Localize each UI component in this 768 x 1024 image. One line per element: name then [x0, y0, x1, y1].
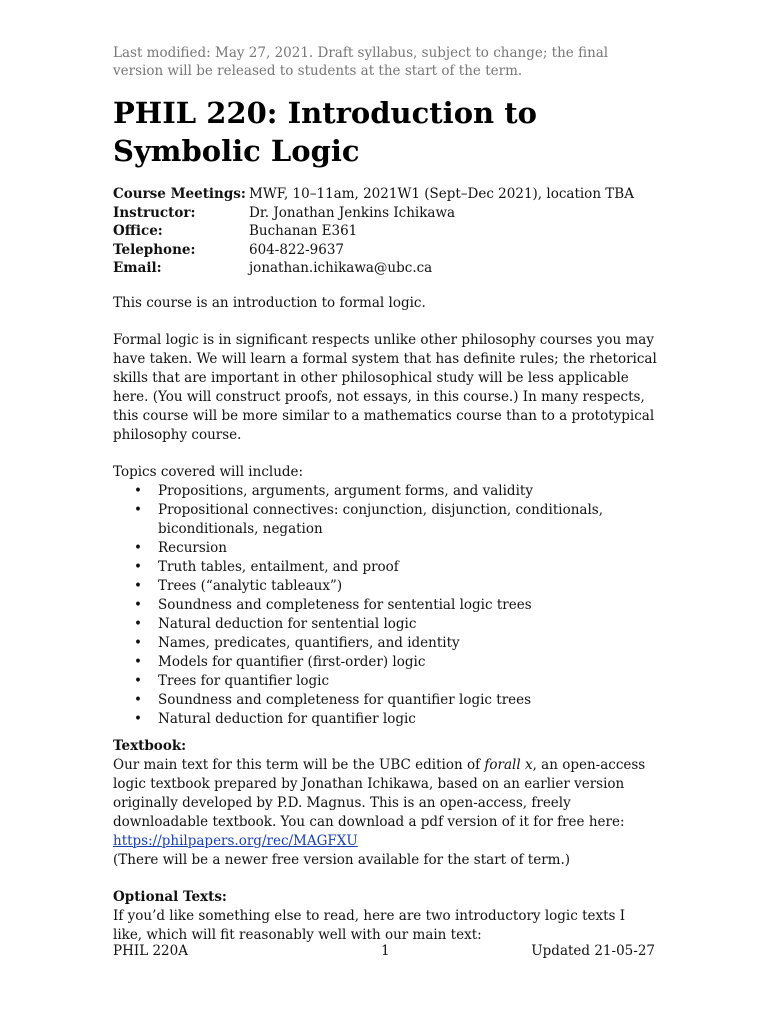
bullet-icon: • — [134, 596, 142, 613]
info-value: Buchanan E361 — [249, 223, 358, 239]
footer-updated-date: Updated 21-05-27 — [531, 943, 655, 959]
bullet-icon: • — [134, 615, 142, 632]
info-value: Dr. Jonathan Jenkins Ichikawa — [249, 204, 456, 221]
topic-text: Natural deduction for sentential logic — [158, 615, 417, 632]
description-paragraph: Formal logic is in significant respects unlike other philosophy courses you may have taken. We will learn a formal system that has definite rules; the rhetorical skills that are important in other philosophical study will be less applicable here. (You will construct proofs, not essays, in this course.) In many respects, this course will be more similar to a mathematics course than to a prototypical philosophy course. — [113, 331, 657, 443]
topic-text: Soundness and completeness for sentential logic trees — [158, 596, 532, 613]
list-item — [134, 634, 658, 653]
topic-text: Recursion — [158, 539, 227, 556]
topic-text: Propositional connectives: conjunction, disjunction, conditionals, biconditionals, negation — [158, 501, 603, 537]
info-label: Email: — [113, 260, 162, 276]
list-item — [134, 672, 658, 691]
info-row-office — [113, 222, 658, 241]
topic-text: Names, predicates, quantifiers, and identity — [158, 634, 460, 651]
bullet-icon: • — [134, 691, 142, 708]
topics-list — [113, 482, 658, 729]
list-item — [134, 577, 658, 596]
list-item — [134, 558, 658, 577]
info-value: 604-822-9637 — [249, 241, 345, 258]
topic-text: Natural deduction for quantifier logic — [158, 710, 416, 727]
textbook-text: , an open-access logic textbook prepared by Jonathan Ichikawa, based on an earlier version originally developed by P.D. Magnus. This is an open-access, freely downloadable textbook. You can download a pdf version of it for free here: — [113, 756, 646, 830]
page-title: PHIL 220: Introduction to Symbolic Logic — [113, 96, 537, 168]
list-item — [134, 539, 658, 558]
list-item — [134, 482, 658, 501]
bullet-icon: • — [134, 634, 142, 651]
bullet-icon: • — [134, 558, 142, 575]
list-item — [134, 710, 658, 729]
info-label: Instructor: — [113, 204, 196, 221]
optional-texts-heading: Optional Texts: — [113, 888, 227, 905]
list-item — [134, 501, 658, 539]
footer-page-number: 1 — [381, 943, 390, 959]
textbook-heading: Textbook: — [113, 737, 187, 754]
topics-intro: Topics covered will include: — [113, 463, 304, 480]
topic-text: Trees for quantifier logic — [158, 672, 330, 689]
footer-course-code: PHIL 220A — [113, 943, 188, 959]
topic-text: Models for quantifier (first-order) logic — [158, 653, 426, 670]
topic-text: Truth tables, entailment, and proof — [158, 558, 399, 575]
list-item — [134, 596, 658, 615]
syllabus-page — [113, 44, 658, 945]
course-info-table — [113, 185, 658, 278]
bullet-icon: • — [134, 539, 142, 556]
list-item — [134, 615, 658, 634]
textbook-note: (There will be a newer free version available for the start of term.) — [113, 851, 571, 868]
bullet-icon: • — [134, 501, 142, 518]
topic-text: Soundness and completeness for quantifier logic trees — [158, 691, 532, 708]
textbook-download-link[interactable]: https://philpapers.org/rec/MAGFXU — [113, 832, 358, 849]
textbook-paragraph — [113, 756, 658, 870]
textbook-title: forall x — [484, 756, 533, 773]
intro-paragraph: This course is an introduction to formal logic. — [113, 294, 426, 311]
optional-texts-paragraph: If you’d like something else to read, here are two introductory logic texts I like, which will fit reasonably well with our main text: — [113, 907, 626, 943]
bullet-icon: • — [134, 672, 142, 689]
textbook-text: Our main text for this term will be the UBC edition of — [113, 756, 485, 773]
info-label: Office: — [113, 223, 163, 239]
info-row-email — [113, 259, 658, 278]
info-label: Course Meetings: — [113, 186, 246, 202]
topic-text: Propositions, arguments, argument forms, and validity — [158, 482, 533, 499]
info-label: Telephone: — [113, 241, 196, 258]
draft-notice: Last modified: May 27, 2021. Draft syllabus, subject to change; the final version will be released to students at the start of the term. — [113, 45, 609, 79]
bullet-icon: • — [134, 710, 142, 727]
info-row-instructor — [113, 204, 658, 223]
bullet-icon: • — [134, 577, 142, 594]
info-row-telephone — [113, 241, 658, 260]
list-item — [134, 653, 658, 672]
info-row-meetings — [113, 185, 658, 204]
list-item — [134, 691, 658, 710]
topic-text: Trees (“analytic tableaux”) — [158, 577, 343, 594]
bullet-icon: • — [134, 653, 142, 670]
email-address[interactable]: jonathan.ichikawa@ubc.ca — [249, 260, 433, 276]
bullet-icon: • — [134, 482, 142, 499]
info-value: MWF, 10–11am, 2021W1 (Sept–Dec 2021), location TBA — [249, 186, 634, 202]
